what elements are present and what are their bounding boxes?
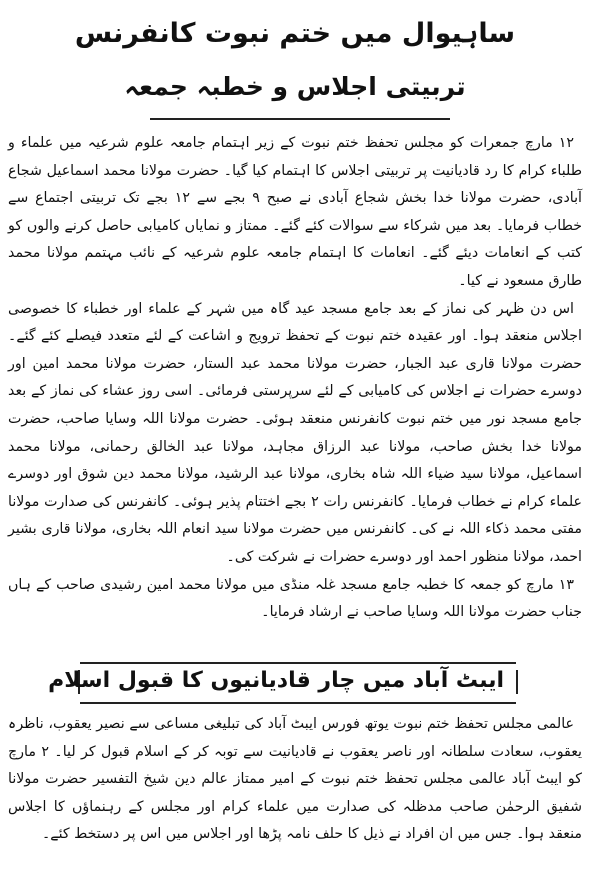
paragraph: اس دن ظہر کی نماز کے بعد جامع مسجد عید گاہ میں شہر کے علماء اور خطباء کا خصوصی اجلاس منعقد ہوا۔ اور عقیدہ ختم نبوت کے تحفظ ترویج و اشاعت کے لئے متعدد فیصلے کئے گئے۔ حضرت مولانا قاری عبد الجبار، حضرت مولانا محمد عبد الستار، حضرت مولانا محمد امین اور دوسرے حضرات نے اجلاس کی کامیابی کے لئے سرپرستی فرمائی۔ اسی روز عشاء کی نماز کے بعد جامع مسجد نور میں ختم نبوت کانفرنس منعقد ہوئی۔ حضرت مولانا اللہ وسایا صاحب، حضرت مولانا خدا بخش صاحب، مولانا عبد الرزاق مجاہد، مولانا عبد الخالق رحمانی، مولانا محمد اسماعیل، مولانا سید ضیاء اللہ شاہ بخاری، مولانا عبد الرشید، مولانا محمد دین شوق اور دوسرے علماء کرام نے خطاب فرمایا۔ کانفرنس رات ۲ بجے اختتام پذیر ہوئی۔ کانفرنس کی صدارت مولانا مفتی محمد ذکاء اللہ نے کی۔ کانفرنس میں حضرت مولانا سید انعام اللہ بخاری، مولانا قاری بشیر احمد، مولانا منظور احمد اور دوسرے حضرات نے شرکت کی۔ <box>8 300 582 565</box>
paragraph: ۱۲ مارچ جمعرات کو مجلس تحفظ ختم نبوت کے زیر اہتمام جامعہ علوم شرعیہ میں علماء و طلباء کرام کا رد قادیانیت پر تربیتی اجلاس کا اہتمام کیا گیا۔ حضرت مولانا محمد اسماعیل شجاع آبادی، حضرت مولانا خدا بخش شجاع آبادی نے صبح ۹ بجے سے ۱۲ بجے تک تربیتی اجتماع سے خطاب فرمایا۔ بعد میں شرکاء سے سوالات کئے گئے۔ ممتاز و نمایاں کامیابی حاصل کرنے والوں کو کتب کے انعامات دیئے گئے۔ انعامات کا اہتمام جامعہ علوم شرعیہ کے نائب مہتمم مولانا محمد طارق مسعود نے کیا۔ <box>8 135 582 289</box>
article-body <box>8 130 582 627</box>
title-divider <box>150 118 450 120</box>
paragraph: عالمی مجلس تحفظ ختم نبوت یوتھ فورس ایبٹ آباد کی تبلیغی مساعی سے نصیر یعقوب، ناظرہ یعقوب، سعادت سلطانہ اور ناصر یعقوب نے قادیانیت سے توبہ کر کے اسلام قبول کر لیا۔ ۲ مارچ کو ایبٹ آباد عالمی مجلس تحفظ ختم نبوت کے امیر ممتاز عالم دین شیخ التفسیر حضرت مولانا شفیق الرحمٰن صاحب مدظلہ کی صدارت میں علماء کرام اور مجلس کے رہنماؤں کا اجلاس منعقد ہوا۔ جس میں ان افراد نے ذیل کا حلف نامہ پڑھا اور اجلاس میں اس پر دستخط کئے۔ <box>8 716 582 843</box>
section-body <box>8 711 582 849</box>
article-subtitle: تربیتی اجلاس و خطبہ جمعہ <box>124 72 466 101</box>
article-title: ساہیوال میں ختم نبوت کانفرنس <box>74 18 516 49</box>
paragraph: ۱۳ مارچ کو جمعہ کا خطبہ جامع مسجد غلہ منڈی میں مولانا محمد امین رشیدی صاحب کے ہاں جناب حضرت مولانا اللہ وسایا صاحب نے ارشاد فرمایا۔ <box>8 576 582 621</box>
section-heading: ایبٹ آباد میں چار قادیانیوں کا قبول اسلام <box>48 668 504 693</box>
